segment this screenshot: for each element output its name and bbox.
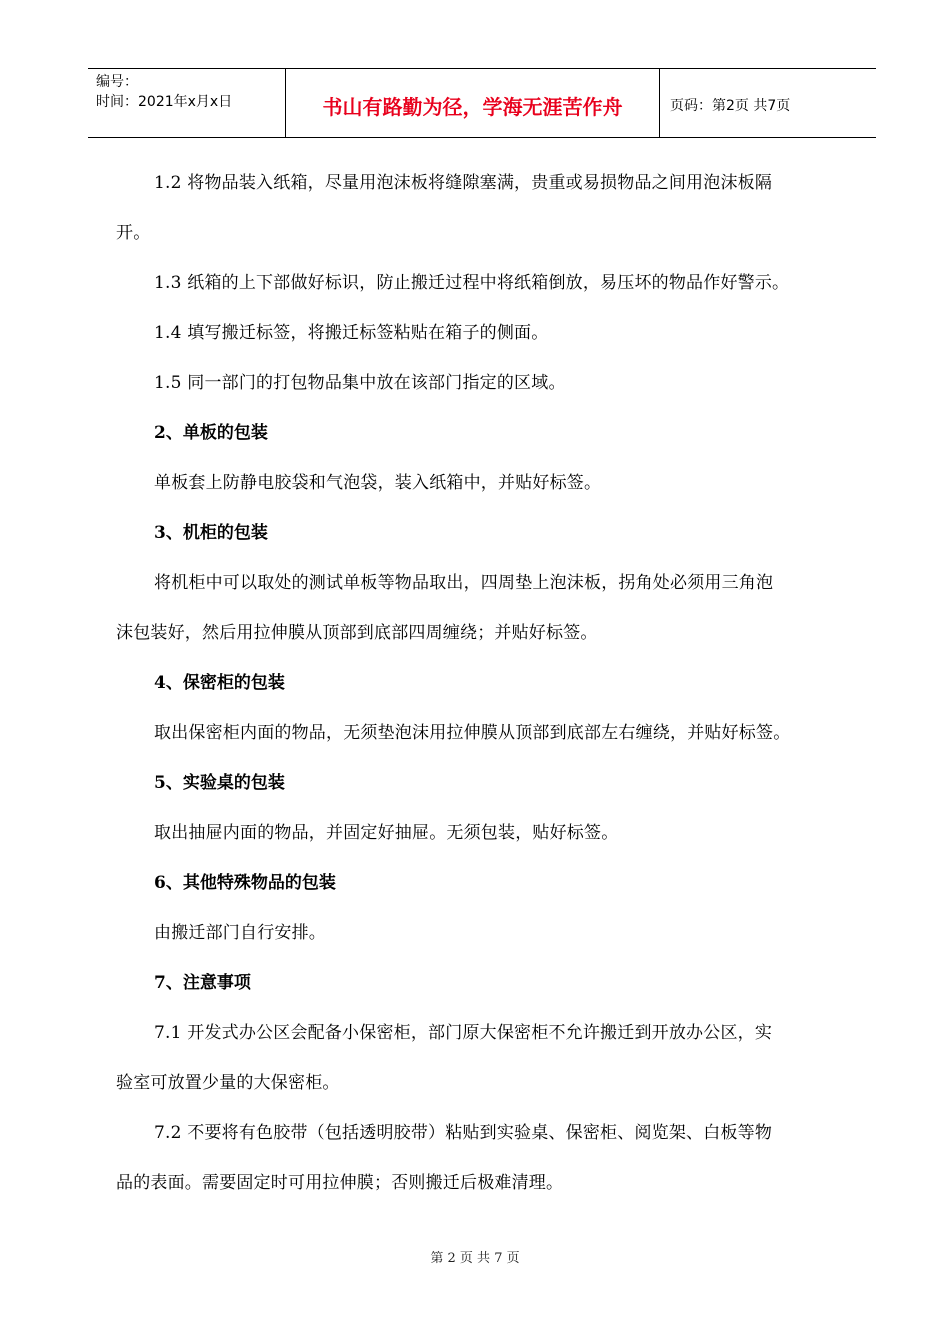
header-motto: 书山有路勤为径，学海无涯苦作舟 xyxy=(286,69,660,137)
page-footer: 第 2 页 共 7 页 xyxy=(430,1251,520,1266)
paragraph-3-line2: 沫包装好，然后用拉伸膜从顶部到底部四周缠绕；并贴好标签。 xyxy=(116,623,598,643)
paragraph-7-2-line1: 7.2 不要将有色胶带（包括透明胶带）粘贴到实验桌、保密柜、阅览架、白板等物 xyxy=(154,1123,773,1143)
document-time-label: 时间：2021年x月x日 xyxy=(96,94,233,110)
paragraph-6: 由搬迁部门自行安排。 xyxy=(154,923,326,943)
heading-2: 2、单板的包装 xyxy=(154,423,268,443)
heading-7: 7、注意事项 xyxy=(154,973,251,993)
document-number-label: 编号： xyxy=(96,74,138,90)
paragraph-1-3: 1.3 纸箱的上下部做好标识，防止搬迁过程中将纸箱倒放，易压坏的物品作好警示。 xyxy=(154,273,790,293)
paragraph-3-line1: 将机柜中可以取处的测试单板等物品取出，四周垫上泡沫板，拐角处必须用三角泡 xyxy=(154,573,774,593)
paragraph-7-2-line2: 品的表面。需要固定时可用拉伸膜；否则搬迁后极难清理。 xyxy=(116,1173,564,1193)
heading-5: 5、实验桌的包装 xyxy=(154,773,285,793)
header-meta xyxy=(88,69,286,137)
paragraph-1-5: 1.5 同一部门的打包物品集中放在该部门指定的区域。 xyxy=(154,373,566,393)
paragraph-5: 取出抽屉内面的物品，并固定好抽屉。无须包装，贴好标签。 xyxy=(154,823,619,843)
heading-6: 6、其他特殊物品的包装 xyxy=(154,873,336,893)
paragraph-2: 单板套上防静电胶袋和气泡袋，装入纸箱中，并贴好标签。 xyxy=(154,473,602,493)
paragraph-1-2 xyxy=(116,158,856,208)
paragraph-1-2-continued: 开。 xyxy=(116,223,151,243)
paragraph-1-2-line1: 1.2 将物品装入纸箱，尽量用泡沫板将缝隙塞满，贵重或易损物品之间用泡沫板隔 xyxy=(154,173,773,193)
paragraph-7-1-line2: 验室可放置少量的大保密柜。 xyxy=(116,1073,340,1093)
paragraph-7-1-line1: 7.1 开发式办公区会配备小保密柜，部门原大保密柜不允许搬迁到开放办公区，实 xyxy=(154,1023,773,1043)
document-body xyxy=(116,158,856,1208)
heading-4: 4、保密柜的包装 xyxy=(154,673,285,693)
paragraph-4: 取出保密柜内面的物品，无须垫泡沫用拉伸膜从顶部到底部左右缠绕，并贴好标签。 xyxy=(154,723,791,743)
page-header xyxy=(88,68,876,138)
header-page-info: 页码：第2页 共7页 xyxy=(670,97,791,114)
paragraph-1-4: 1.4 填写搬迁标签，将搬迁标签粘贴在箱子的侧面。 xyxy=(154,323,549,343)
heading-3: 3、机柜的包装 xyxy=(154,523,268,543)
